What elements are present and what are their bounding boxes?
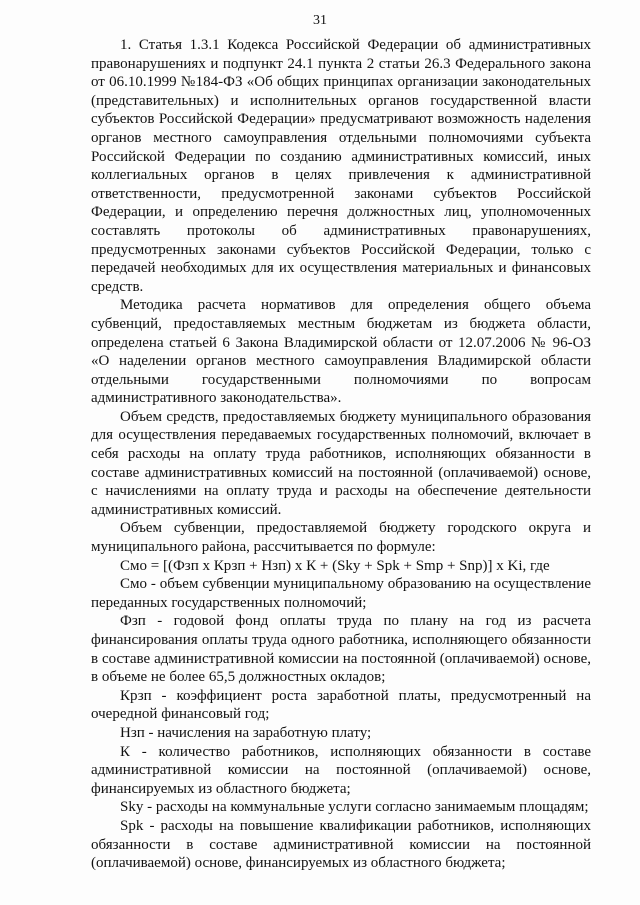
- document-body: [91, 36, 591, 873]
- paragraph-subvention-formula-intro: Объем субвенции, предоставляемой бюджету городского округа и муниципального района, рассчитывается по формуле:: [91, 520, 591, 556]
- definition-nzp: Нзп - начисления на заработную плату;: [120, 724, 372, 741]
- page-number: 31: [313, 13, 327, 28]
- paragraph-statute-reference: 1. Статья 1.3.1 Кодекса Российской Федерации об административных правонарушениях и подпункт 24.1 пункта 2 статьи 26.3 Федерального закона от 06.10.1999 №184-ФЗ «Об общих принципах организации законодательных (представительных) и исполнительных органов государственной власти субъектов Российской Федерации» предусматривают возможность наделения органов местного самоуправления отдельными полномочиями субъекта Российской Федерации по созданию административных комиссий, иных коллегиальных органов в целях привлечения к административной ответственности, предусмотренной законами субъектов Российской Федерации, и определению перечня должностных лиц, уполномоченных составлять протоколы об административных правонарушениях, предусмотренных законами субъектов Российской Федерации, только с передачей необходимых для их осуществления материальных и финансовых средств.: [91, 37, 591, 295]
- definition-krzp: Крзп - коэффициент роста заработной платы, предусмотренный на очередной финансовый год;: [91, 687, 591, 723]
- definition-sky: Sky - расходы на коммунальные услуги согласно занимаемым площадям;: [120, 799, 589, 816]
- paragraph-funding-volume: Объем средств, предоставляемых бюджету муниципального образования для осуществления передаваемых государственных полномочий, включает в себя расходы на оплату труда работников, исполняющих обязанности в составе административных комиссий на постоянной (оплачиваемой) основе, с начислениями на оплату труда и расходы на обеспечение деятельности административных комиссий.: [91, 408, 591, 518]
- definition-fzp: Фзп - годовой фонд оплаты труда по плану на год из расчета финансирования оплаты труда одного работника, исполняющего обязанности в составе административной комиссии на постоянной (оплачиваемой) основе, в объеме не более 65,5 должностных окладов;: [91, 613, 591, 686]
- definition-k: К - количество работников, исполняющих обязанности в составе административной комиссии на постоянной (оплачиваемой) основе, финансируемых из областного бюджета;: [91, 743, 591, 797]
- definition-spk: Spk - расходы на повышение квалификации работников, исполняющих обязанности в составе административной комиссии на постоянной (оплачиваемой) основе, финансируемых из областного бюджета;: [91, 817, 591, 872]
- paragraph-methodology: Методика расчета нормативов для определения общего объема субвенций, предоставляемых местным бюджетам из бюджета области, определена статьей 6 Закона Владимирской области от 12.07.2006 № 96-ОЗ «О наделении органов местного самоуправления Владимирской области отдельными государственными полномочиями по вопросам административного законодательства».: [91, 297, 591, 407]
- formula: Смо = [(Фзп х Крзп + Нзп) х К + (Sky + Spk + Smp + Snp)] х Ki, где: [120, 557, 550, 574]
- definition-smo: Смо - объем субвенции муниципальному образованию на осуществление переданных государственных полномочий;: [91, 576, 591, 611]
